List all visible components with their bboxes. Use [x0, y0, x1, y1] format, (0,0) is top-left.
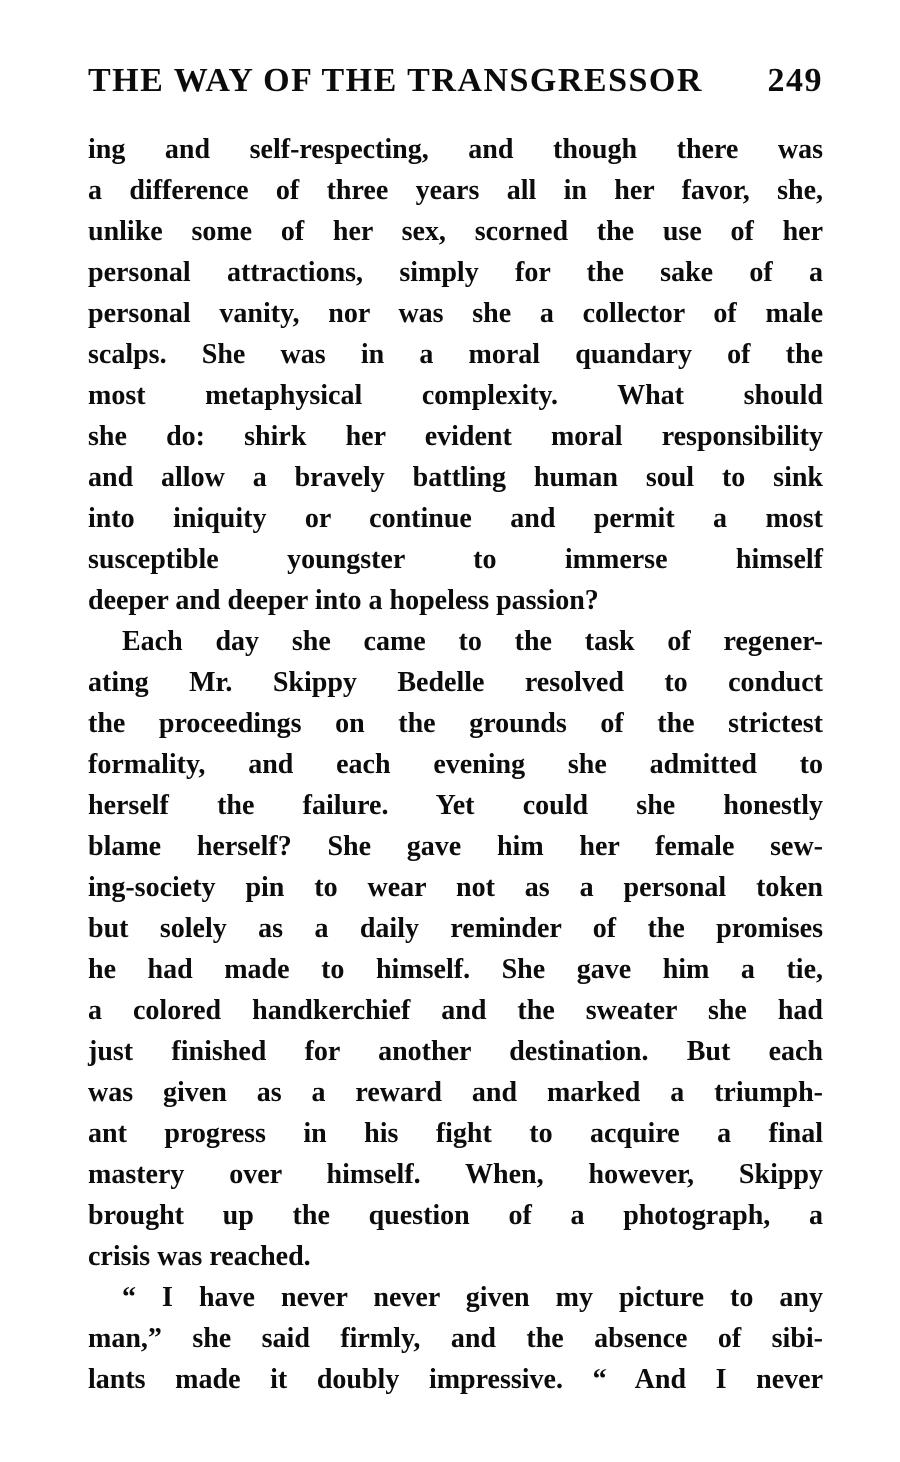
- text-line: deeper and deeper into a hopeless passion?: [88, 585, 599, 616]
- text-line: personal attractions, simply for the sake of a: [88, 257, 823, 288]
- page-number: 249: [767, 62, 823, 99]
- text-line: ant progress in his fight to acquire a final: [88, 1118, 823, 1149]
- text-line: herself the failure. Yet could she honestly: [88, 790, 823, 821]
- text-line: scalps. She was in a moral quandary of the: [88, 339, 823, 370]
- text-line: a difference of three years all in her favor, she,: [88, 175, 823, 206]
- text-line: formality, and each evening she admitted to: [88, 749, 823, 780]
- chapter-title: THE WAY OF THE TRANSGRESSOR: [88, 62, 703, 99]
- text-line: blame herself? She gave him her female sew-: [88, 831, 823, 862]
- text-line: “ I have never never given my picture to any: [122, 1282, 823, 1313]
- text-line: but solely as a daily reminder of the promises: [88, 913, 823, 944]
- text-line: just finished for another destination. But each: [88, 1036, 823, 1067]
- text-line: ating Mr. Skippy Bedelle resolved to conduct: [88, 667, 823, 698]
- running-head: [88, 60, 823, 101]
- text-line: most metaphysical complexity. What should: [88, 380, 823, 411]
- text-line: unlike some of her sex, scorned the use of her: [88, 216, 823, 247]
- text-line: mastery over himself. When, however, Skippy: [88, 1159, 823, 1190]
- text-line: ing-society pin to wear not as a personal token: [88, 872, 823, 903]
- text-line: ing and self-respecting, and though there was: [88, 134, 823, 165]
- text-line: lants made it doubly impressive. “ And I never: [88, 1364, 823, 1395]
- text-line: personal vanity, nor was she a collector of male: [88, 298, 823, 329]
- text-line: into iniquity or continue and permit a most: [88, 503, 823, 534]
- text-line: susceptible youngster to immerse himself: [88, 544, 823, 575]
- text-line: the proceedings on the grounds of the strictest: [88, 708, 823, 739]
- text-line: he had made to himself. She gave him a tie,: [88, 954, 823, 985]
- text-line: brought up the question of a photograph, a: [88, 1200, 823, 1231]
- body-text: [88, 129, 823, 1400]
- text-line: Each day she came to the task of regener-: [122, 626, 823, 657]
- text-line: was given as a reward and marked a triumph-: [88, 1077, 823, 1108]
- text-line: a colored handkerchief and the sweater she had: [88, 995, 823, 1026]
- text-line: crisis was reached.: [88, 1241, 311, 1272]
- text-line: and allow a bravely battling human soul to sink: [88, 462, 823, 493]
- text-line: man,” she said firmly, and the absence of sibi-: [88, 1323, 823, 1354]
- text-line: she do: shirk her evident moral responsibility: [88, 421, 823, 452]
